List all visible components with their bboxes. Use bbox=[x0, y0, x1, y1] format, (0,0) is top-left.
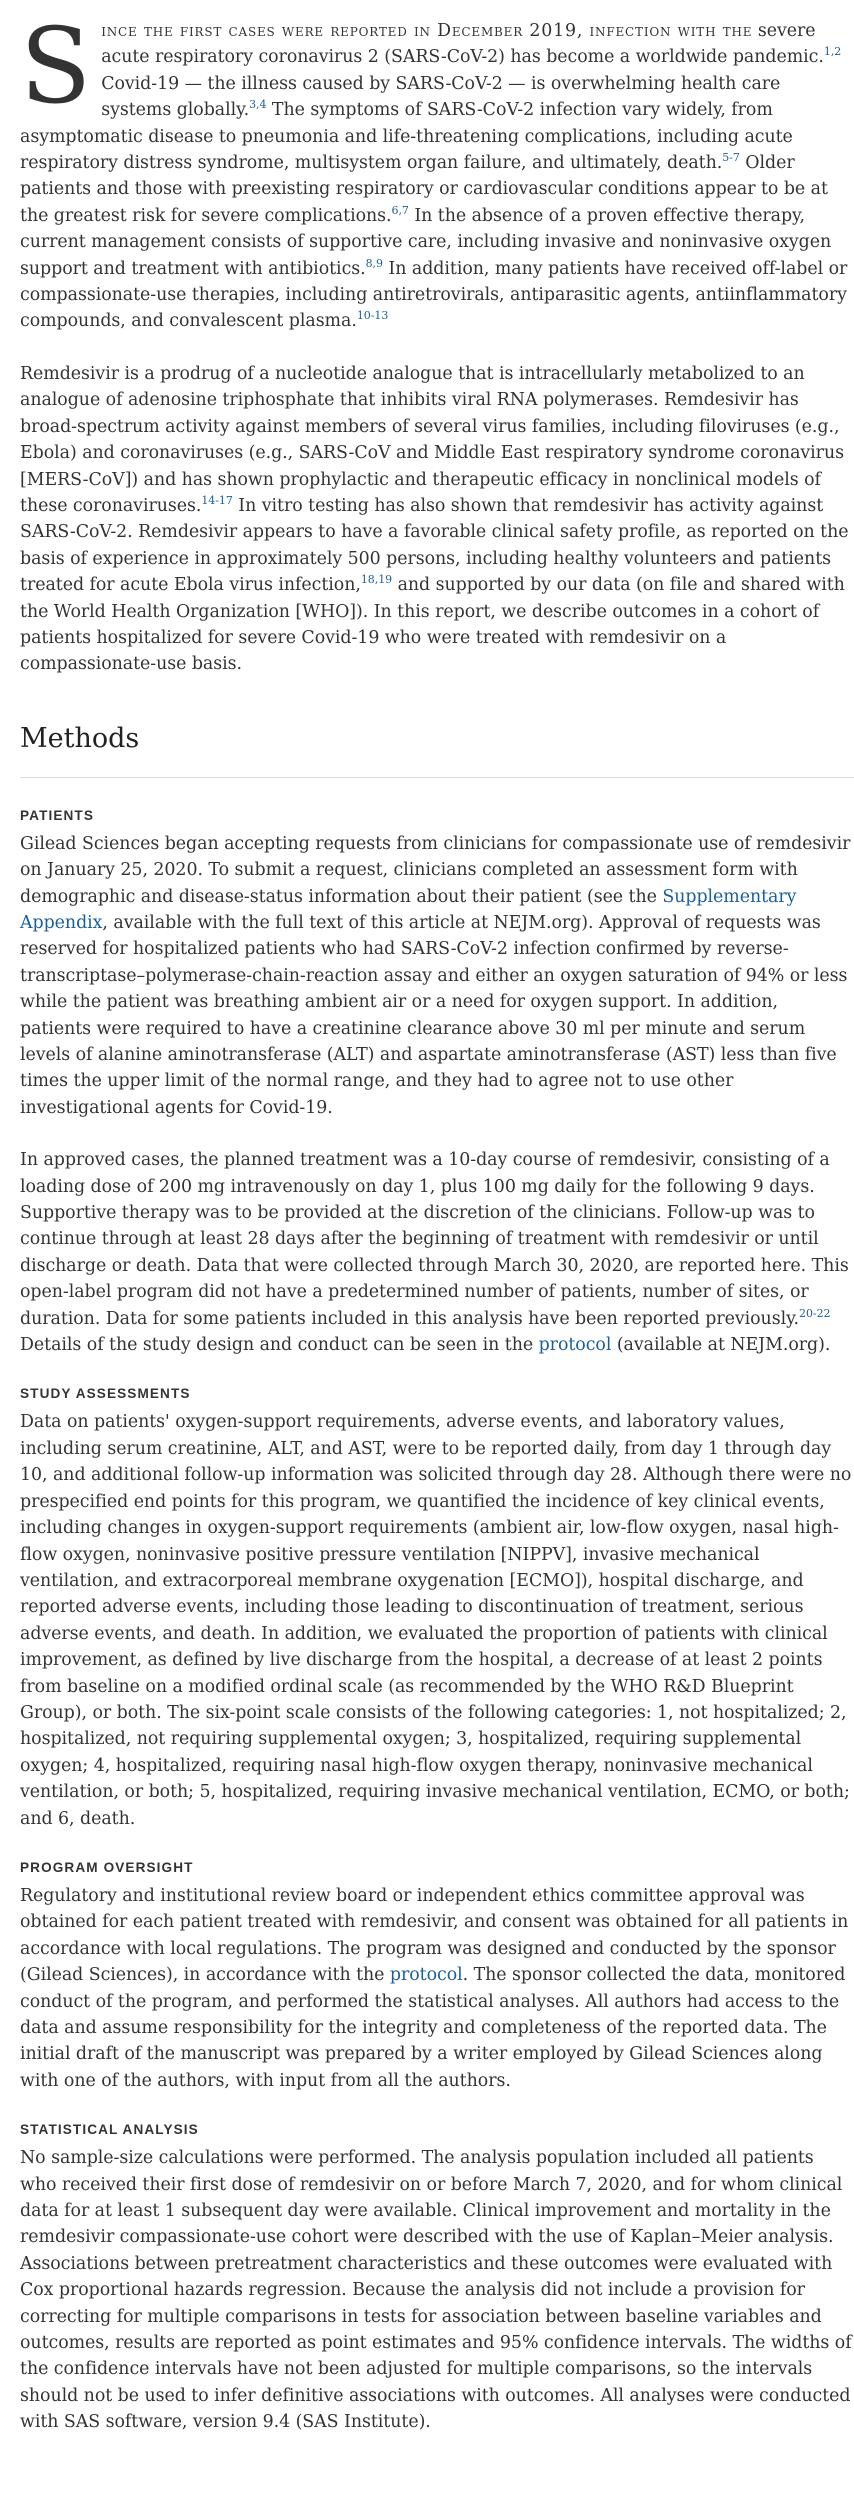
reference-link[interactable]: 8,9 bbox=[365, 256, 383, 270]
text-run: In the absence of a proven effective therapy, current management consists of supportive care, including invasive and noninvasive oxygen support and treatment with antibiotics. bbox=[20, 205, 832, 279]
subheading-statistical-analysis: STATISTICAL ANALYSIS bbox=[20, 2122, 199, 2138]
protocol-link[interactable]: protocol bbox=[389, 1965, 463, 1986]
reference-link[interactable]: 6,7 bbox=[391, 204, 409, 218]
lead-in-small-caps: ince the first cases were reported in December 2019, infection with the bbox=[101, 21, 753, 41]
text-run: Covid-19 — the illness caused by SARS-CoV-2 — is overwhelming health care systems globally. bbox=[101, 73, 781, 121]
reference-link[interactable]: 5-7 bbox=[722, 151, 740, 165]
protocol-link[interactable]: protocol bbox=[538, 1335, 612, 1356]
text-run: Remdesivir is a prodrug of a nucleotide analogue that is intracellularly metabolized to an analogue of adenosine triphosphate that inhibits viral RNA polymerases. Remdesivir has broad-spectrum activity against members of several virus families, including filoviruses (e.g., Ebola) and coronaviruses (e.g., SARS-CoV and Middle East respiratory syndrome coronavirus [MERS-CoV]) and has shown prophylactic and therapeutic efficacy in nonclinical models of these coronaviruses. bbox=[20, 363, 844, 516]
text-run: In approved cases, the planned treatment was a 10-day course of remdesivir, consisting of a loading dose of 200 mg intravenously on day 1, plus 100 mg daily for the following 9 days. Supportive therapy was to be provided at the discretion of the clinicians. Follow-up was to continue through at least 28 days after the beginning of treatment with remdesivir or until discharge or death. Data that were collected through March 30, 2020, are reported here. This open-label program did not have a predetermined number of patients, number of sites, or duration. Data for some patients included in this analysis have been reported previously. bbox=[20, 1150, 849, 1329]
text-run: The symptoms of SARS-CoV-2 infection vary widely, from asymptomatic disease to pneumonia and life-threatening complications, including acute respiratory distress syndrome, multisystem organ failure, and ultimately, death. bbox=[20, 100, 793, 174]
subheading-study-assessments: STUDY ASSESSMENTS bbox=[20, 1386, 191, 1402]
text-run: Regulatory and institutional review board or independent ethics committee approval was obtained for each patient treated with remdesivir, and consent was obtained for all patients in accordance with local regulations. The program was designed and conducted by the sponsor (Gilead Sciences), in accordance with the bbox=[20, 1885, 849, 1986]
reference-link[interactable]: 14-17 bbox=[201, 494, 233, 508]
reference-link[interactable]: 10-13 bbox=[356, 309, 389, 323]
patients-paragraph-2 bbox=[20, 1147, 854, 1358]
supplementary-appendix-link[interactable]: Supplementary Appendix bbox=[20, 886, 797, 933]
text-run: and supported by our data (on file and shared with the World Health Organization [WHO]). In this report, we describe outcomes in a cohort of patients hospitalized for severe Covid-19 who were treated with remdesivir on a compassionate-use basis. bbox=[20, 575, 845, 675]
text-run: . The sponsor collected the data, monitored conduct of the program, and performed the statistical analyses. All authors had access to the data and assume responsibility for the integrity and completeness of the reported data. The initial draft of the manuscript was prepared by a writer employed by Gilead Sciences along with one of the authors, with input from all the authors. bbox=[20, 1965, 846, 2091]
reference-link[interactable]: 3,4 bbox=[249, 98, 267, 112]
reference-link[interactable]: 20-22 bbox=[799, 1306, 831, 1320]
reference-link[interactable]: 18,19 bbox=[360, 573, 393, 587]
patients-paragraph-1 bbox=[20, 831, 854, 1121]
program-oversight-paragraph bbox=[20, 1883, 854, 2094]
text-run: severe acute respiratory coronavirus 2 (SARS-CoV-2) has become a worldwide pandemic. bbox=[101, 21, 824, 68]
text-run: , available with the full text of this article at NEJM.org). Approval of requests was reserved for hospitalized patients who had SARS-CoV-2 infection confirmed by reverse-transcriptase–polymerase-chain-reaction assay and either an oxygen saturation of 94% or less while the patient was breathing ambient air or a need for oxygen support. In addition, patients were required to have a creatinine clearance above 30 ml per minute and serum levels of alanine aminotransferase (ALT) and aspartate aminotransferase (AST) less than five times the upper limit of the normal range, and they had to agree not to use other investigational agents for Covid-19. bbox=[20, 912, 848, 1118]
text-run: (available at NEJM.org). bbox=[611, 1335, 831, 1356]
text-run: Details of the study design and conduct can be seen in the bbox=[20, 1335, 539, 1356]
text-run: In vitro testing has also shown that remdesivir has activity against SARS-CoV-2. Remdesivir appears to have a favorable clinical safety profile, as reported on the basis of experience in approximately 500 persons, including healthy volunteers and patients treated for acute Ebola virus infection, bbox=[20, 495, 849, 596]
text-run: Gilead Sciences began accepting requests from clinicians for compassionate use of remdesivir on January 25, 2020. To submit a request, clinicians completed an assessment form with demographic and disease-status information about their patient (see the bbox=[20, 833, 851, 907]
drop-cap: S bbox=[20, 5, 92, 127]
reference-link[interactable]: 1,2 bbox=[823, 45, 842, 59]
statistical-analysis-paragraph: No sample-size calculations were performed. The analysis population included all patients who received their first dose of remdesivir on or before March 7, 2020, and for whom clinical data for at least 1 subsequent day were available. Clinical improvement and mortality in the remdesivir compassionate-use cohort were described with the use of Kaplan–Meier analysis. Associations between pretreatment characteristics and these outcomes were evaluated with Cox proportional hazards regression. Because the analysis did not include a provision for correcting for multiple comparisons in tests for association between baseline variables and outcomes, results are reported as point estimates and 95% confidence intervals. The widths of the confidence intervals have not been adjusted for multiple comparisons, so the intervals should not be used to infer definitive associations with outcomes. All analyses were conducted with SAS software, version 9.4 (SAS Institute). bbox=[20, 2148, 852, 2433]
section-title-methods: Methods bbox=[20, 722, 140, 754]
study-assessments-paragraph: Data on patients' oxygen-support requirements, adverse events, and laboratory values, including serum creatinine, ALT, and AST, were to be reported daily, from day 1 through day 10, and additional follow-up information was solicited through day 28. Although there were no prespecified end points for this program, we quantified the incidence of key clinical events, including changes in oxygen-support requirements (ambient air, low-flow oxygen, nasal high-flow oxygen, noninvasive positive pressure ventilation [NIPPV], invasive mechanical ventilation, and extracorporeal membrane oxygenation [ECMO]), hospital discharge, and reported adverse events, including those leading to discontinuation of treatment, serious adverse events, and death. In addition, we evaluated the proportion of patients with clinical improvement, as defined by live discharge from the hospital, a decrease of at least 2 points from baseline on a modified ordinal scale (as recommended by the WHO R&D Blueprint Group), or both. The six-point scale consists of the following categories: 1, not hospitalized; 2, hospitalized, not requiring supplemental oxygen; 3, hospitalized, requiring supplemental oxygen; 4, hospitalized, requiring nasal high-flow oxygen therapy, noninvasive mechanical ventilation, or both; 5, hospitalized, requiring invasive mechanical ventilation, ECMO, or both; and 6, death. bbox=[20, 1412, 852, 1829]
subheading-program-oversight: PROGRAM OVERSIGHT bbox=[20, 1859, 194, 1875]
section-divider bbox=[20, 777, 854, 778]
text-run: Older patients and those with preexisting respiratory or cardiovascular conditions appear to be at the greatest risk for severe complications. bbox=[20, 153, 828, 226]
intro-paragraph-2 bbox=[20, 361, 854, 678]
intro-paragraph-1 bbox=[20, 5, 854, 335]
text-run: In addition, many patients have received off-label or compassionate-use therapies, including antiretrovirals, antiparasitic agents, antiinflammatory compounds, and convalescent plasma. bbox=[20, 258, 848, 332]
subheading-patients: PATIENTS bbox=[20, 807, 94, 823]
